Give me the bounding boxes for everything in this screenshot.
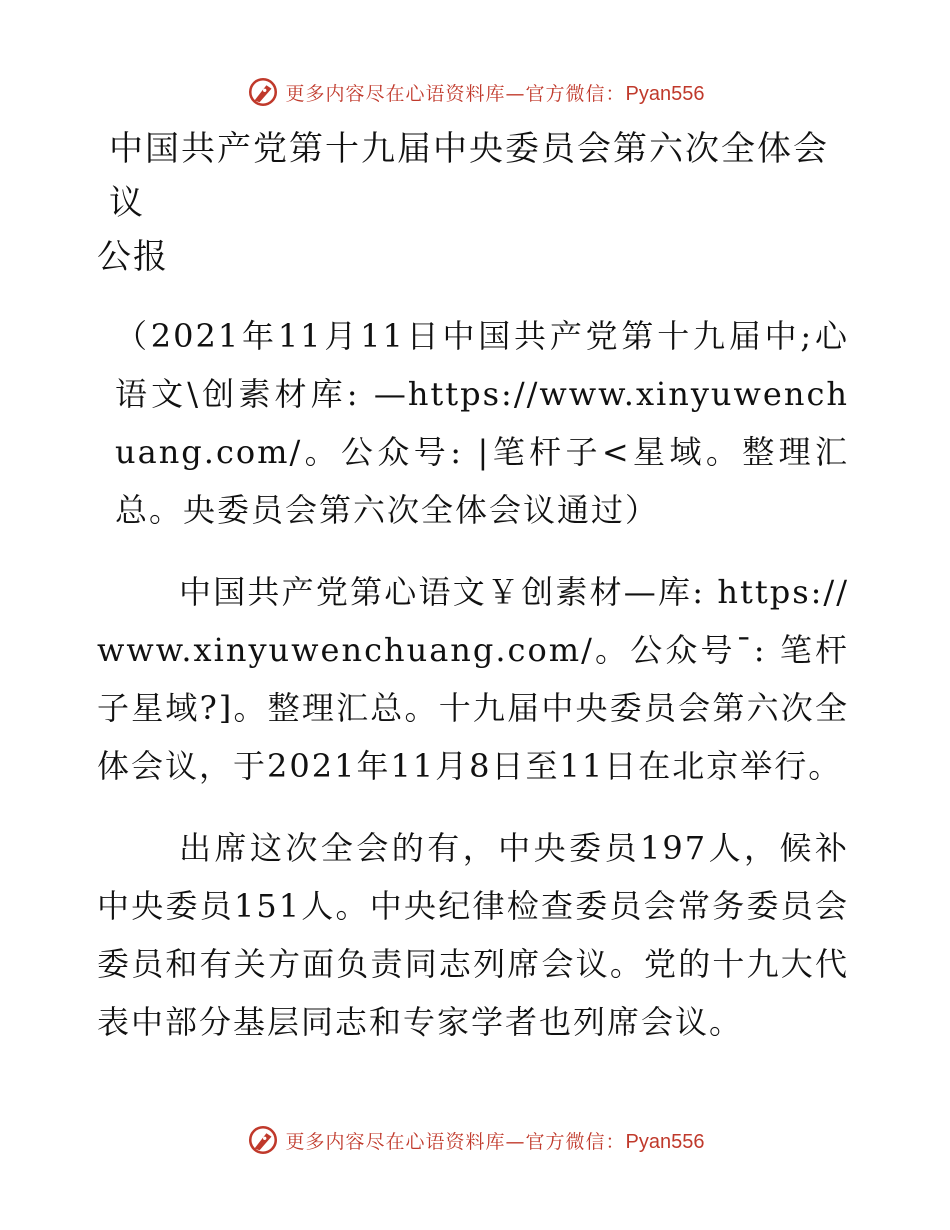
pen-nib-logo-icon bbox=[246, 1123, 280, 1157]
title-line-1: 中国共产党第十九届中央委员会第六次全体会议 bbox=[109, 129, 829, 223]
footer-watermark bbox=[0, 1120, 950, 1160]
document-body bbox=[97, 122, 849, 1075]
document-title bbox=[97, 122, 849, 284]
watermark-wechat-id: Pyan556 bbox=[625, 82, 705, 105]
watermark-wechat-id: Pyan556 bbox=[625, 1130, 705, 1153]
pen-nib-logo-icon bbox=[246, 75, 280, 109]
title-line-2: 公报 bbox=[97, 237, 169, 277]
header-watermark bbox=[0, 72, 950, 112]
watermark-text: 更多内容尽在心语资料库—官方微信：Pyan556 bbox=[285, 82, 705, 105]
watermark-text: 更多内容尽在心语资料库—官方微信：Pyan556 bbox=[285, 1130, 705, 1153]
paragraph-2: 出席这次全会的有，中央委员197人，候补中央委员151人。中央纪律检查委员会常务委员会委员和有关方面负责同志列席会议。党的十九大代表中部分基层同志和专家学者也列席会议。 bbox=[97, 829, 849, 1041]
source-note: （2021年11月11日中国共产党第十九届中;心语文\创素材库: —https://www.xinyuwenchuang.com/。公众号: |笔杆子<星域。整理汇总。央委员会第六次全体会议通过） bbox=[115, 317, 849, 529]
paragraph-1: 中国共产党第心语文￥创素材—库: https://www.xinyuwenchuang.com/。公众号¯: 笔杆子星域?]。整理汇总。十九届中央委员会第六次全体会议，于2021年11月8日至11日在北京举行。 bbox=[97, 573, 849, 785]
